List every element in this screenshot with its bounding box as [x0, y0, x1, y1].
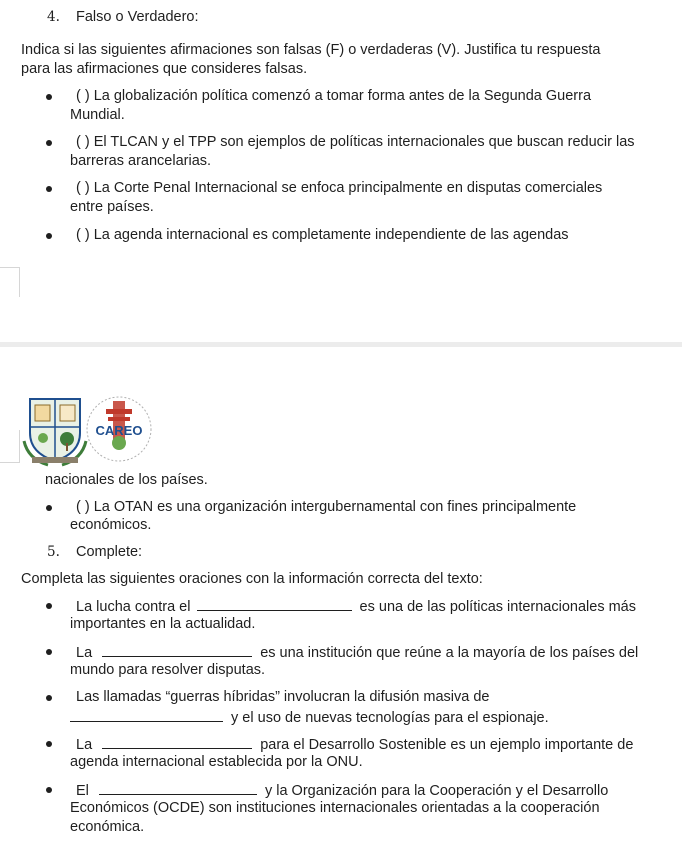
- item-text-line1: ( ) La globalización política comenzó a tomar forma antes de la Segunda Guerra: [76, 88, 592, 104]
- fill-blank[interactable]: [102, 734, 252, 749]
- bullet-dot-icon: [46, 140, 52, 146]
- bullet-dot-icon: [46, 695, 52, 701]
- continuation-text: nacionales de los países.: [45, 472, 208, 488]
- item-text-line3: económica.: [70, 819, 145, 835]
- page-frame-line: [0, 267, 19, 268]
- item-text-post: es una de las políticas internacionales más: [359, 599, 636, 615]
- section-5-number: 5.: [47, 544, 60, 560]
- page-break-band: [0, 342, 682, 347]
- item-text-line1: [76, 780, 608, 801]
- bullet-dot-icon: [46, 603, 52, 609]
- item-text-pre: La: [76, 737, 93, 753]
- logo-text: CAREO: [95, 423, 143, 438]
- page-frame-line: [19, 267, 20, 297]
- item-text-line1: ( ) La agenda internacional es completamente independiente de las agendas: [76, 227, 569, 243]
- item-text-post: es una institución que reúne a la mayoría de los países del: [260, 645, 639, 661]
- item-text-line1: ( ) La OTAN es una organización intergubernamental con fines principalmente: [76, 499, 577, 515]
- item-text-post: para el Desarrollo Sostenible es un ejemplo importante de: [260, 737, 634, 753]
- item-text-line2: económicos.: [70, 517, 152, 533]
- school-crest-icon: [22, 393, 172, 469]
- item-text-line2: Económicos (OCDE) son instituciones internacionales orientadas a la cooperación: [70, 800, 600, 816]
- item-text-line1: ( ) El TLCAN y el TPP son ejemplos de políticas internacionales que buscan reducir las: [76, 134, 635, 150]
- item-text-line1: [76, 596, 636, 617]
- section-4-number: 4.: [47, 9, 60, 25]
- bullet-dot-icon: [46, 741, 52, 747]
- school-logo: [22, 393, 172, 469]
- item-text-line1: Las llamadas “guerras híbridas” involucran la difusión masiva de: [76, 689, 490, 705]
- section-4-intro-line2: para las afirmaciones que consideres falsas.: [21, 61, 308, 77]
- page-frame-line: [19, 430, 20, 462]
- fill-blank[interactable]: [197, 596, 352, 611]
- fill-blank[interactable]: [99, 780, 257, 795]
- bullet-dot-icon: [46, 505, 52, 511]
- bullet-dot-icon: [46, 787, 52, 793]
- item-text-line2: Mundial.: [70, 107, 125, 123]
- item-text-line1: [76, 734, 633, 755]
- item-text-post: y el uso de nuevas tecnologías para el espionaje.: [231, 710, 549, 726]
- page-frame-line: [0, 462, 20, 463]
- item-text-line2: entre países.: [70, 199, 154, 215]
- item-text-line2: [70, 707, 549, 728]
- item-text-line2: importantes en la actualidad.: [70, 616, 256, 632]
- fill-blank[interactable]: [70, 707, 223, 722]
- section-5-title: Complete:: [76, 544, 143, 560]
- item-text-line2: agenda internacional establecida por la ONU.: [70, 754, 363, 770]
- item-text-line2: mundo para resolver disputas.: [70, 662, 266, 678]
- item-text-post: y la Organización para la Cooperación y el Desarrollo: [264, 783, 609, 799]
- item-text-pre: La lucha contra el: [76, 599, 191, 615]
- bullet-dot-icon: [46, 649, 52, 655]
- item-text-line1: [76, 642, 638, 663]
- fill-blank[interactable]: [102, 642, 252, 657]
- section-5-intro: Completa las siguientes oraciones con la información correcta del texto:: [21, 571, 483, 587]
- item-text-pre: El: [76, 783, 89, 799]
- bullet-dot-icon: [46, 186, 52, 192]
- bullet-dot-icon: [46, 94, 52, 100]
- item-text-line2: barreras arancelarias.: [70, 153, 212, 169]
- section-4-title: Falso o Verdadero:: [76, 9, 199, 25]
- item-text-line1: ( ) La Corte Penal Internacional se enfoca principalmente en disputas comerciales: [76, 180, 603, 196]
- section-4-intro-line1: Indica si las siguientes afirmaciones son falsas (F) o verdaderas (V). Justifica tu respuesta: [21, 42, 601, 58]
- bullet-dot-icon: [46, 233, 52, 239]
- item-text-pre: La: [76, 645, 93, 661]
